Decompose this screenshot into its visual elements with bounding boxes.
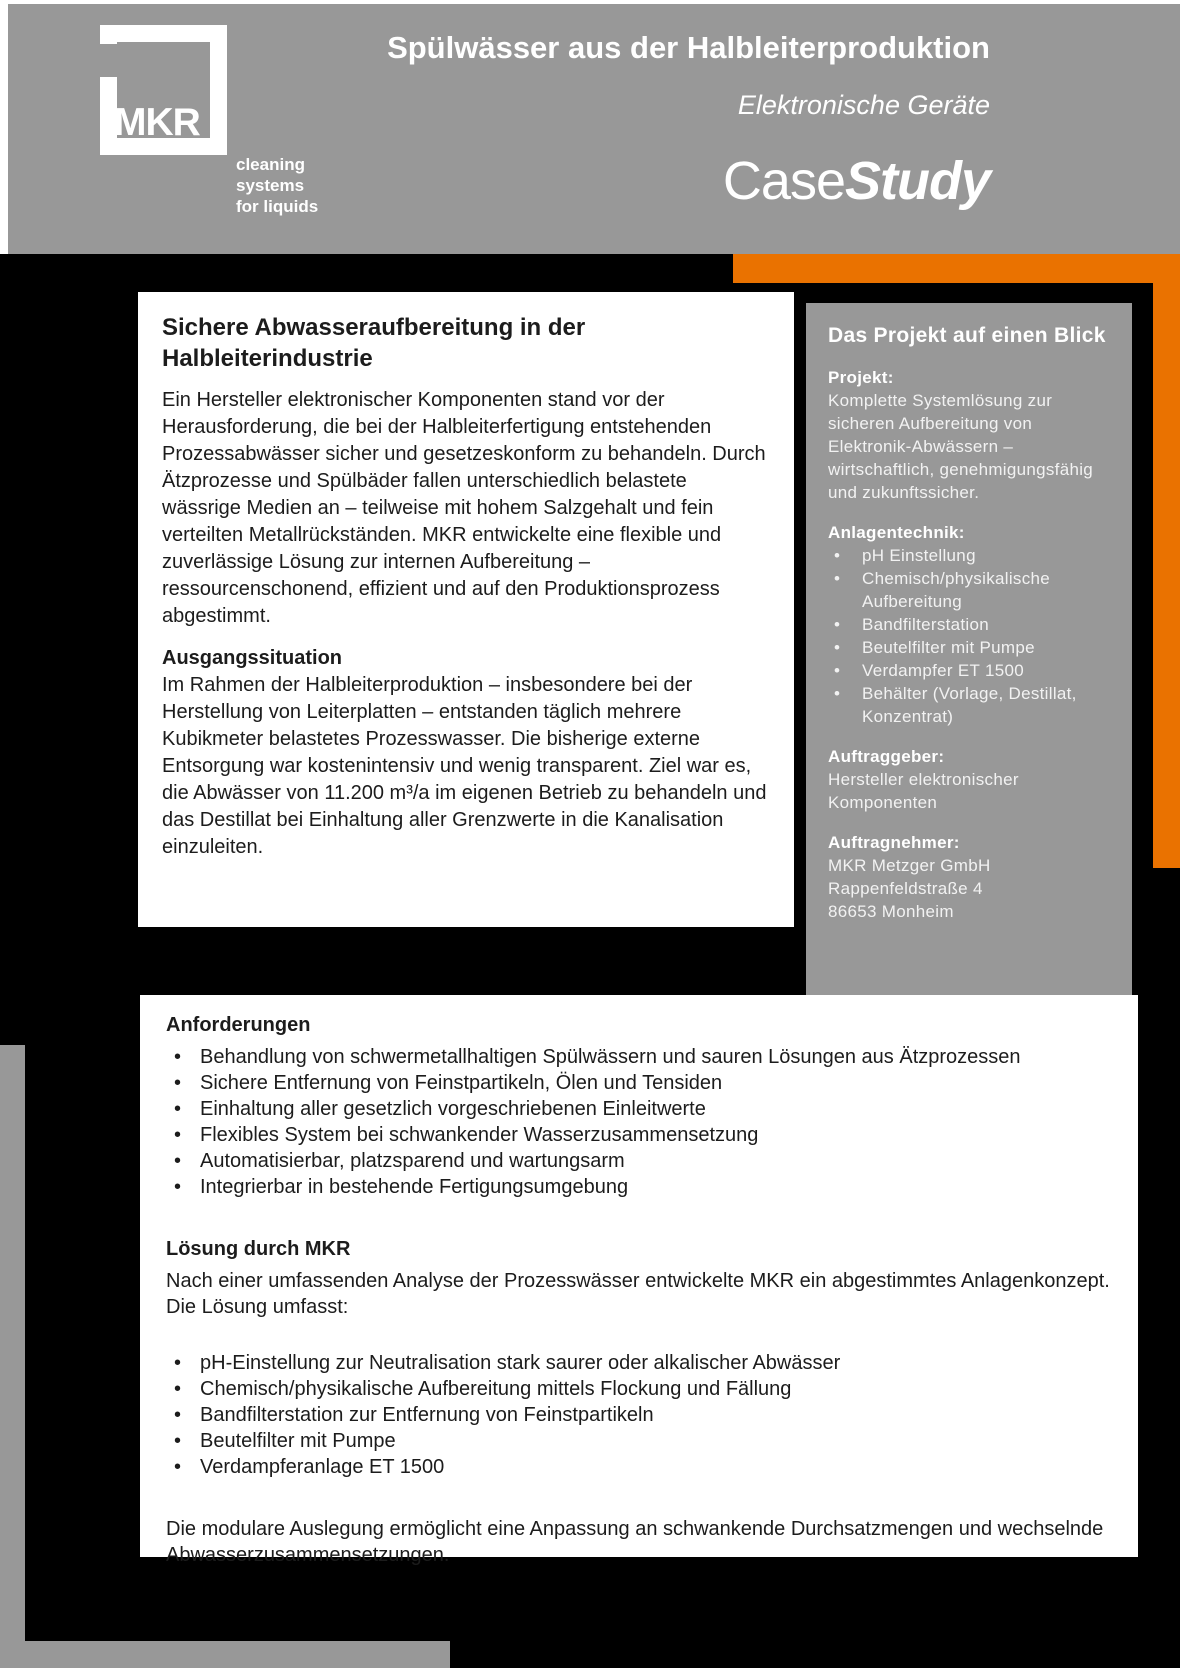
- gray-left-strip: [0, 1045, 25, 1668]
- list-item: [166, 1070, 1112, 1096]
- contractor-address-line: 86653 Monheim: [828, 902, 954, 921]
- list-item: [828, 659, 1110, 682]
- project-overview-box: [806, 303, 1132, 995]
- list-item-text: Verdampferanlage ET 1500: [200, 1456, 445, 1478]
- spacer: [166, 1200, 1112, 1236]
- contractor-label: Auftragnehmer:: [828, 833, 960, 852]
- list-item-text: Bandfilterstation: [862, 615, 990, 634]
- solution-list: [166, 1350, 1112, 1480]
- situation-paragraph: Im Rahmen der Halbleiterproduktion – insbesondere bei der Herstellung von Leiterplatten – entstanden täglich mehrere Kubikmeter belastetes Prozesswasser. Die bisherige externe Entsorgung war kostenintensiv und wenig transparent. Ziel war es, die Abwässer von 11.200 m³/a im eigenen Betrieb zu behandeln und das Destillat bei Einhaltung aller Grenzwerte in die Kanalisation einzuleiten.: [162, 674, 767, 858]
- list-item-text: Beutelfilter mit Pumpe: [862, 638, 1035, 657]
- project-text: Komplette Systemlösung zur sicheren Aufbereitung von Elektronik-Abwässern – wirtschaftlich, genehmigungsfähig und zukunftssicher.: [828, 391, 1094, 502]
- sidebar-section-client: [828, 745, 1110, 814]
- list-item-text: Chemisch/physikalische Aufbereitung mittels Flockung und Fällung: [200, 1378, 792, 1400]
- tagline-line: systems: [236, 176, 305, 195]
- client-label: Auftraggeber:: [828, 747, 945, 766]
- tagline-line: cleaning: [236, 155, 305, 174]
- solution-intro: Nach einer umfassenden Analyse der Prozesswässer entwickelte MKR ein abgestimmtes Anlagenkonzept. Die Lösung umfasst:: [166, 1270, 1110, 1318]
- document-title: Spülwässer aus der Halbleiterproduktion: [387, 30, 990, 65]
- tagline-line: for liquids: [236, 197, 319, 216]
- client-text: Hersteller elektronischer Komponenten: [828, 770, 1019, 812]
- bullet-icon: •: [174, 1046, 182, 1068]
- list-item: [828, 567, 1110, 613]
- list-item: [828, 613, 1110, 636]
- contractor-address-line: Rappenfeldstraße 4: [828, 879, 983, 898]
- bullet-icon: •: [174, 1456, 182, 1478]
- casestudy-bold: Study: [844, 151, 990, 211]
- sidebar-section-project: [828, 366, 1110, 504]
- technik-label: Anlagentechnik:: [828, 523, 965, 542]
- solution-heading: Lösung durch MKR: [166, 1238, 351, 1260]
- sidebar-section-contractor: [828, 831, 1110, 923]
- list-item-text: pH-Einstellung zur Neutralisation stark saurer oder alkalischer Abwässer: [200, 1352, 841, 1374]
- header-band: [8, 4, 1180, 254]
- list-item-text: Sichere Entfernung von Feinstpartikeln, Ölen und Tensiden: [200, 1072, 723, 1094]
- gray-bottom-strip: [0, 1641, 450, 1668]
- list-item: [166, 1122, 1112, 1148]
- technik-list: [828, 544, 1110, 728]
- header-titles: [230, 4, 990, 254]
- sidebar-section-technik: [828, 521, 1110, 728]
- spacer: [166, 1320, 1112, 1350]
- list-item: [166, 1454, 1112, 1480]
- list-item-text: Bandfilterstation zur Entfernung von Feinstpartikeln: [200, 1404, 654, 1426]
- list-item: [166, 1148, 1112, 1174]
- bullet-icon: •: [174, 1378, 182, 1400]
- bullet-icon: •: [174, 1124, 182, 1146]
- requirements-heading: Anforderungen: [166, 1014, 311, 1036]
- bullet-icon: •: [834, 569, 841, 588]
- closing-paragraph: Die modulare Auslegung ermöglicht eine Anpassung an schwankende Durchsatzmengen und wechselnde Abwasserzusammensetzungen.: [166, 1518, 1104, 1566]
- project-label: Projekt:: [828, 368, 894, 387]
- situation-heading: Ausgangssituation: [162, 647, 343, 669]
- list-item-text: Integrierbar in bestehende Fertigungsumgebung: [200, 1176, 629, 1198]
- list-item: [166, 1376, 1112, 1402]
- bullet-icon: •: [834, 638, 841, 657]
- list-item-text: Chemisch/physikalische Aufbereitung: [862, 569, 1051, 611]
- list-item-text: Behandlung von schwermetallhaltigen Spülwässern und sauren Lösungen aus Ätzprozessen: [200, 1046, 1021, 1068]
- spacer: [166, 1480, 1112, 1516]
- list-item-text: pH Einstellung: [862, 546, 976, 565]
- list-item: [166, 1402, 1112, 1428]
- contractor-address-line: MKR Metzger GmbH: [828, 856, 991, 875]
- bullet-icon: •: [174, 1404, 182, 1426]
- logo-wordmark: MKR: [114, 101, 200, 144]
- casestudy-regular: Case: [722, 151, 845, 211]
- list-item-text: Verdampfer ET 1500: [862, 661, 1024, 680]
- bullet-icon: •: [834, 661, 841, 680]
- bullet-icon: •: [174, 1150, 182, 1172]
- bullet-icon: •: [174, 1352, 182, 1374]
- orange-accent-bar-horizontal: [733, 254, 1180, 283]
- orange-accent-bar-vertical: [1153, 254, 1180, 868]
- bullet-icon: •: [834, 615, 841, 634]
- list-item: [828, 544, 1110, 567]
- requirements-list: [166, 1044, 1112, 1200]
- list-item-text: Beutelfilter mit Pumpe: [200, 1430, 396, 1452]
- contractor-address: [828, 854, 1110, 923]
- bullet-icon: •: [174, 1072, 182, 1094]
- list-item-text: Flexibles System bei schwankender Wasserzusammensetzung: [200, 1124, 759, 1146]
- list-item: [166, 1096, 1112, 1122]
- list-item: [166, 1350, 1112, 1376]
- list-item: [166, 1044, 1112, 1070]
- list-item: [166, 1428, 1112, 1454]
- sidebar-heading: Das Projekt auf einen Blick: [828, 324, 1106, 347]
- list-item-text: Automatisierbar, platzsparend und wartungsarm: [200, 1150, 625, 1172]
- list-item-text: Behälter (Vorlage, Destillat, Konzentrat): [862, 684, 1077, 726]
- bullet-icon: •: [174, 1176, 182, 1198]
- list-item: [828, 636, 1110, 659]
- bullet-icon: •: [834, 546, 841, 565]
- list-item-text: Einhaltung aller gesetzlich vorgeschriebenen Einleitwerte: [200, 1098, 706, 1120]
- intro-heading: Sichere Abwasseraufbereitung in der Halbleiterindustrie: [162, 314, 586, 372]
- list-item: [166, 1174, 1112, 1200]
- intro-paragraph: Ein Hersteller elektronischer Komponenten stand vor der Herausforderung, die bei der Halbleiterfertigung entstehenden Prozessabwässer sicher und gesetzeskonform zu behandeln. Durch Ätzprozesse und Spülbäder fallen unterschiedlich belastete wässrige Medien an – teilweise mit hohem Salzgehalt und fein verteilten Metallrückständen. MKR entwickelte eine flexible und zuverlässige Lösung zur internen Aufbereitung – ressourcenschonend, effizient und auf den Produktionsprozess abgestimmt.: [162, 389, 766, 627]
- mkr-logo: [100, 25, 227, 155]
- list-item: [828, 682, 1110, 728]
- bullet-icon: •: [174, 1430, 182, 1452]
- logo-frame-gap: [100, 44, 117, 77]
- bullet-icon: •: [834, 684, 841, 703]
- requirements-solution-box: [140, 995, 1138, 1566]
- bullet-icon: •: [174, 1098, 182, 1120]
- document-subtitle: Elektronische Geräte: [737, 90, 990, 120]
- casestudy-wordmark: [723, 150, 990, 212]
- intro-box: [138, 292, 794, 927]
